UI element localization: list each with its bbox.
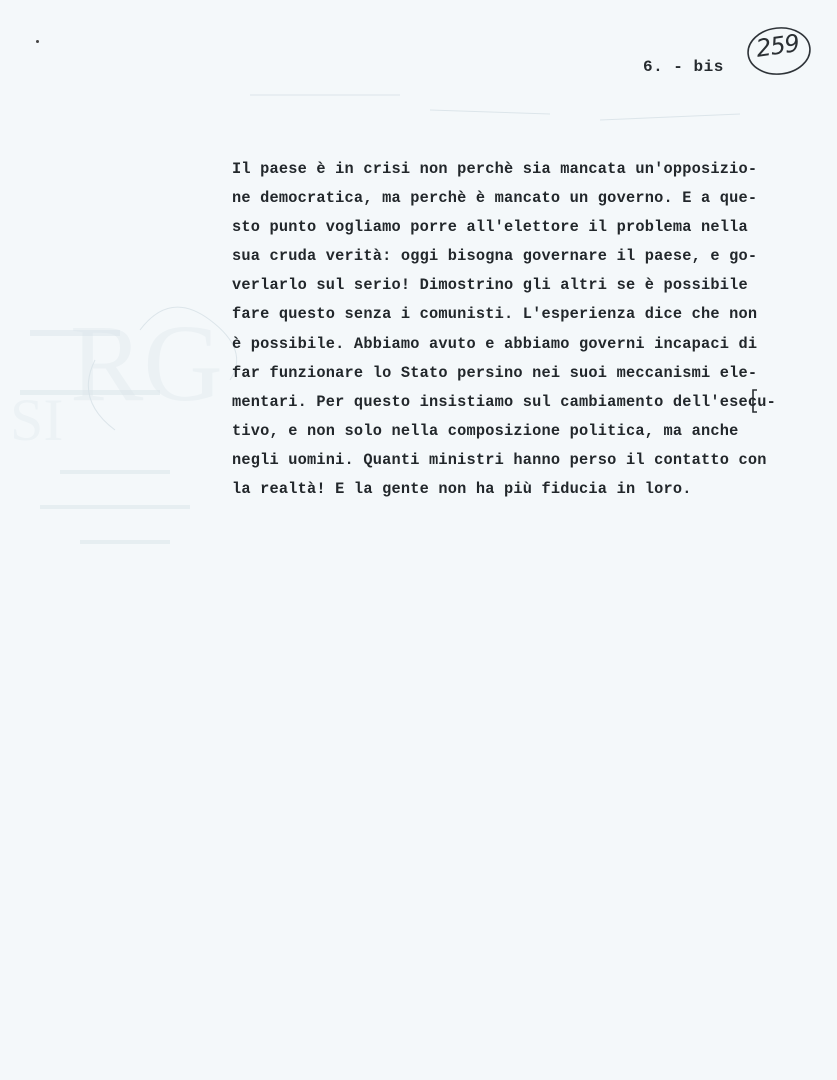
text-line: ne democratica, ma perchè è mancato un governo. E a que- (232, 189, 758, 208)
text-line: negli uomini. Quanti ministri hanno perso il contatto con (232, 450, 767, 469)
body-paragraph (232, 155, 832, 504)
text-line: Il paese è in crisi non perchè sia mancata un'opposizio- (232, 160, 758, 178)
text-line: verlarlo sul serio! Dimostrino gli altri se è possibile (232, 276, 748, 295)
page-label: 6. - bis (643, 58, 724, 76)
text-line: sto punto vogliamo porre all'elettore il problema nella (232, 218, 748, 237)
text-line: tivo, e non solo nella composizione politica, ma anche (232, 421, 739, 440)
text-line: far funzionare lo Stato persino nei suoi meccanismi ele- (232, 363, 758, 382)
text-line: sua cruda verità: oggi bisogna governare il paese, e go- (232, 247, 758, 266)
svg-text:RG: RG (70, 302, 223, 424)
text-line: mentari. Per questo insistiamo sul cambiamento dell'esecu- (232, 392, 777, 411)
text-line: la realtà! E la gente non ha più fiducia in loro. (232, 480, 692, 499)
text-line: è possibile. Abbiamo avuto e abbiamo governi incapaci di (232, 334, 758, 353)
folio-number: 259 (754, 29, 801, 63)
text-line: fare questo senza i comunisti. L'esperienza dice che non (232, 305, 758, 324)
svg-text:SI: SI (10, 387, 64, 453)
speck-mark (36, 40, 39, 43)
